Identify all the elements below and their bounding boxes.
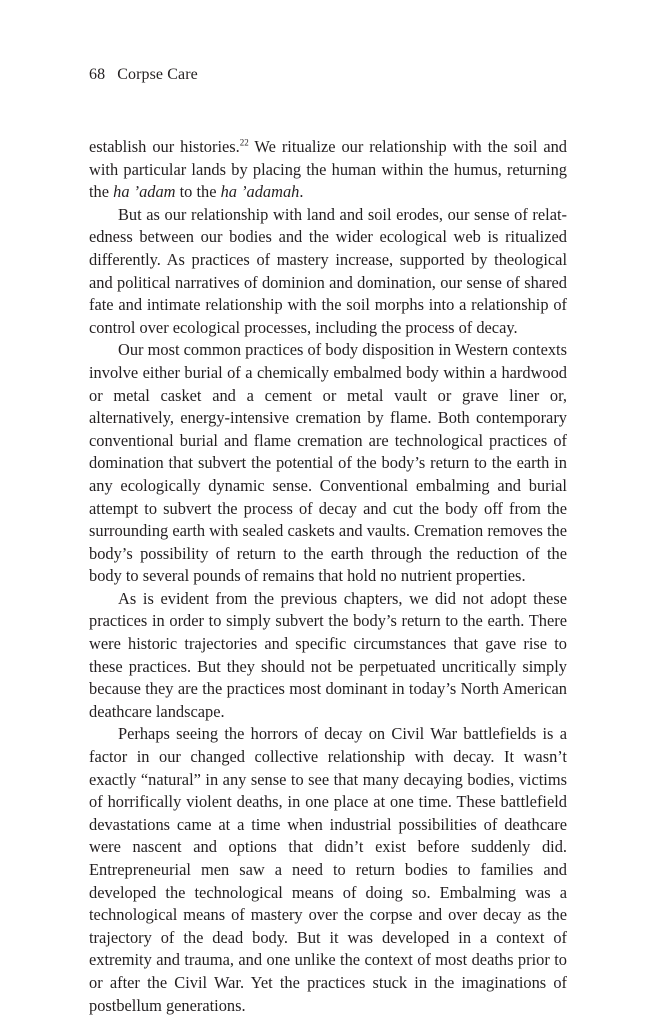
body-text <box>89 136 567 1017</box>
text-run: Perhaps seeing the horrors of decay on Civil War battlefields is a factor in our changed collective relationship with decay. It wasn’t exactly “natural” in any sense to see that many decaying bodies, victims of horrifically violent deaths, in one place at one time. These battlefield devastations came at a time when industrial possibilities of deathcare were nascent and options that didn’t exist before suddenly did. Entrepreneurial men saw a need to return bodies to families and developed the technological means of doing so. Embalming was a technological means of mastery over the corpse and over decay as the trajectory of the dead body. But it was developed in a context of extremity and trauma, and one unlike the context of most deaths prior to or after the Civil War. Yet the practices stuck in the imaginations of postbellum generations. <box>89 724 567 1015</box>
italic-text: ha ’adamah <box>220 182 300 202</box>
text-run: As is evident from the previous chapters, we did not adopt these practices in order to simply subvert the body’s return to the earth. There were historic trajectories and specific circumstances that gave rise to these practices. But they should not be perpetuated uncritically simply because they are the practices most dominant in today’s North American deathcare landscape. <box>89 588 567 721</box>
text-run: Our most common practices of body disposition in Western contexts involve either burial of a chemically embalmed body within a hardwood or metal casket and a cement or metal vault or grave liner or, alternatively, energy-intensive cremation by flame. Both contemporary conventional burial and flame cremation are technological practices of domination that subvert the potential of the body’s return to the earth in any ecologically dynamic sense. Conventional embalming and burial attempt to subvert the process of decay and cut the body off from the surrounding earth with sealed caskets and vaults. Cremation removes the body’s possibility of return to the earth through the reduction of the body to several pounds of remains that hold no nutrient properties. <box>89 340 567 586</box>
text-run: . <box>299 182 304 202</box>
paragraph <box>89 204 567 340</box>
running-header <box>89 66 198 84</box>
paragraph <box>89 723 567 1017</box>
paragraph <box>89 339 567 588</box>
text-run: establish our histories. <box>89 137 240 156</box>
italic-text: ha ’adam <box>113 182 176 202</box>
footnote-reference: 22 <box>239 137 249 148</box>
running-title: Corpse Care <box>117 66 198 83</box>
text-run: But as our relationship with land and soil erodes, our sense of relatedness between our bodies and the wider ecological web is ritualized differently. As practices of mastery increase, supported by theological and political narratives of dominion and domination, our sense of shared fate and intimate relationship with the soil morphs into a relationship of control over ecological processes, including the process of decay. <box>89 204 567 337</box>
text-run: to the <box>175 182 221 202</box>
paragraph <box>89 136 567 204</box>
page-number: 68 <box>89 66 106 83</box>
text-run: We ritualize our relationship with the soil and with particular lands by placing the human within the humus, returning the <box>89 137 567 202</box>
paragraph <box>89 588 567 724</box>
